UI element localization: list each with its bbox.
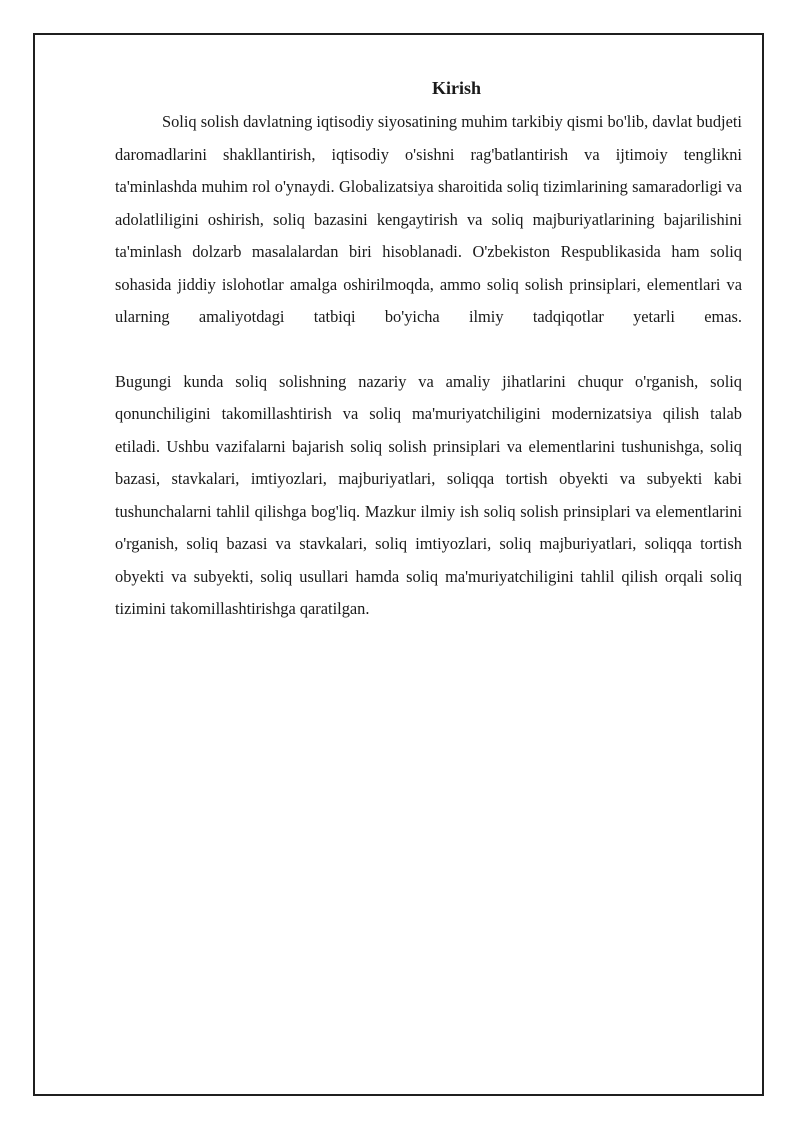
paragraph-second: Bugungi kunda soliq solishning nazariy va amaliy jihatlarini chuqur o'rganish, soliq qonunchiligini takomillashtirish va soliq ma'muriyatchiligini modernizatsiya qilish talab etiladi. Ushbu vazifalarni bajarish soliq solish prinsiplari va elementlarini tushunishga, soliq bazasi, stavkalari, imtiyozlari, majburiyatlari, soliqqa tortish obyekti va subyekti kabi tushunchalarni tahlil qilishga bog'liq. Mazkur ilmiy ish soliq solish prinsiplari va elementlarini o'rganish, soliq bazasi va stavkalari, soliq imtiyozlari, soliq majburiyatlari, soliqqa tortish obyekti va subyekti, soliq usullari hamda soliq ma'muriyatchiligini tahlil qilish orqali soliq tizimini takomillashtirishga qaratilgan. <box>115 371 742 618</box>
paragraph-intro: Soliq solish davlatning iqtisodiy siyosatining muhim tarkibiy qismi bo'lib, davlat budjeti daromadlarini shakllantirish, iqtisodiy o'sishni rag'batlantirish va ijtimoiy tenglikni ta'minlashda muhim rol o'ynaydi. Globalizatsiya sharoitida soliq tizimlarining samaradorligi va adolatliligini oshirish, soliq bazasini kengaytirish va soliq majburiyatlarining bajarilishini ta'minlash dolzarb masalalardan biri hisoblanadi. O'zbekiston Respublikasida ham soliq sohasida jiddiy islohotlar amalga oshirilmoqda, ammo soliq solish prinsiplari, elementlari va ularning amaliyotdagi tatbiqi bo'yicha ilmiy tadqiqotlar yetarli emas. <box>115 112 742 326</box>
document-body <box>115 76 742 626</box>
document-title: Kirish <box>431 78 481 98</box>
